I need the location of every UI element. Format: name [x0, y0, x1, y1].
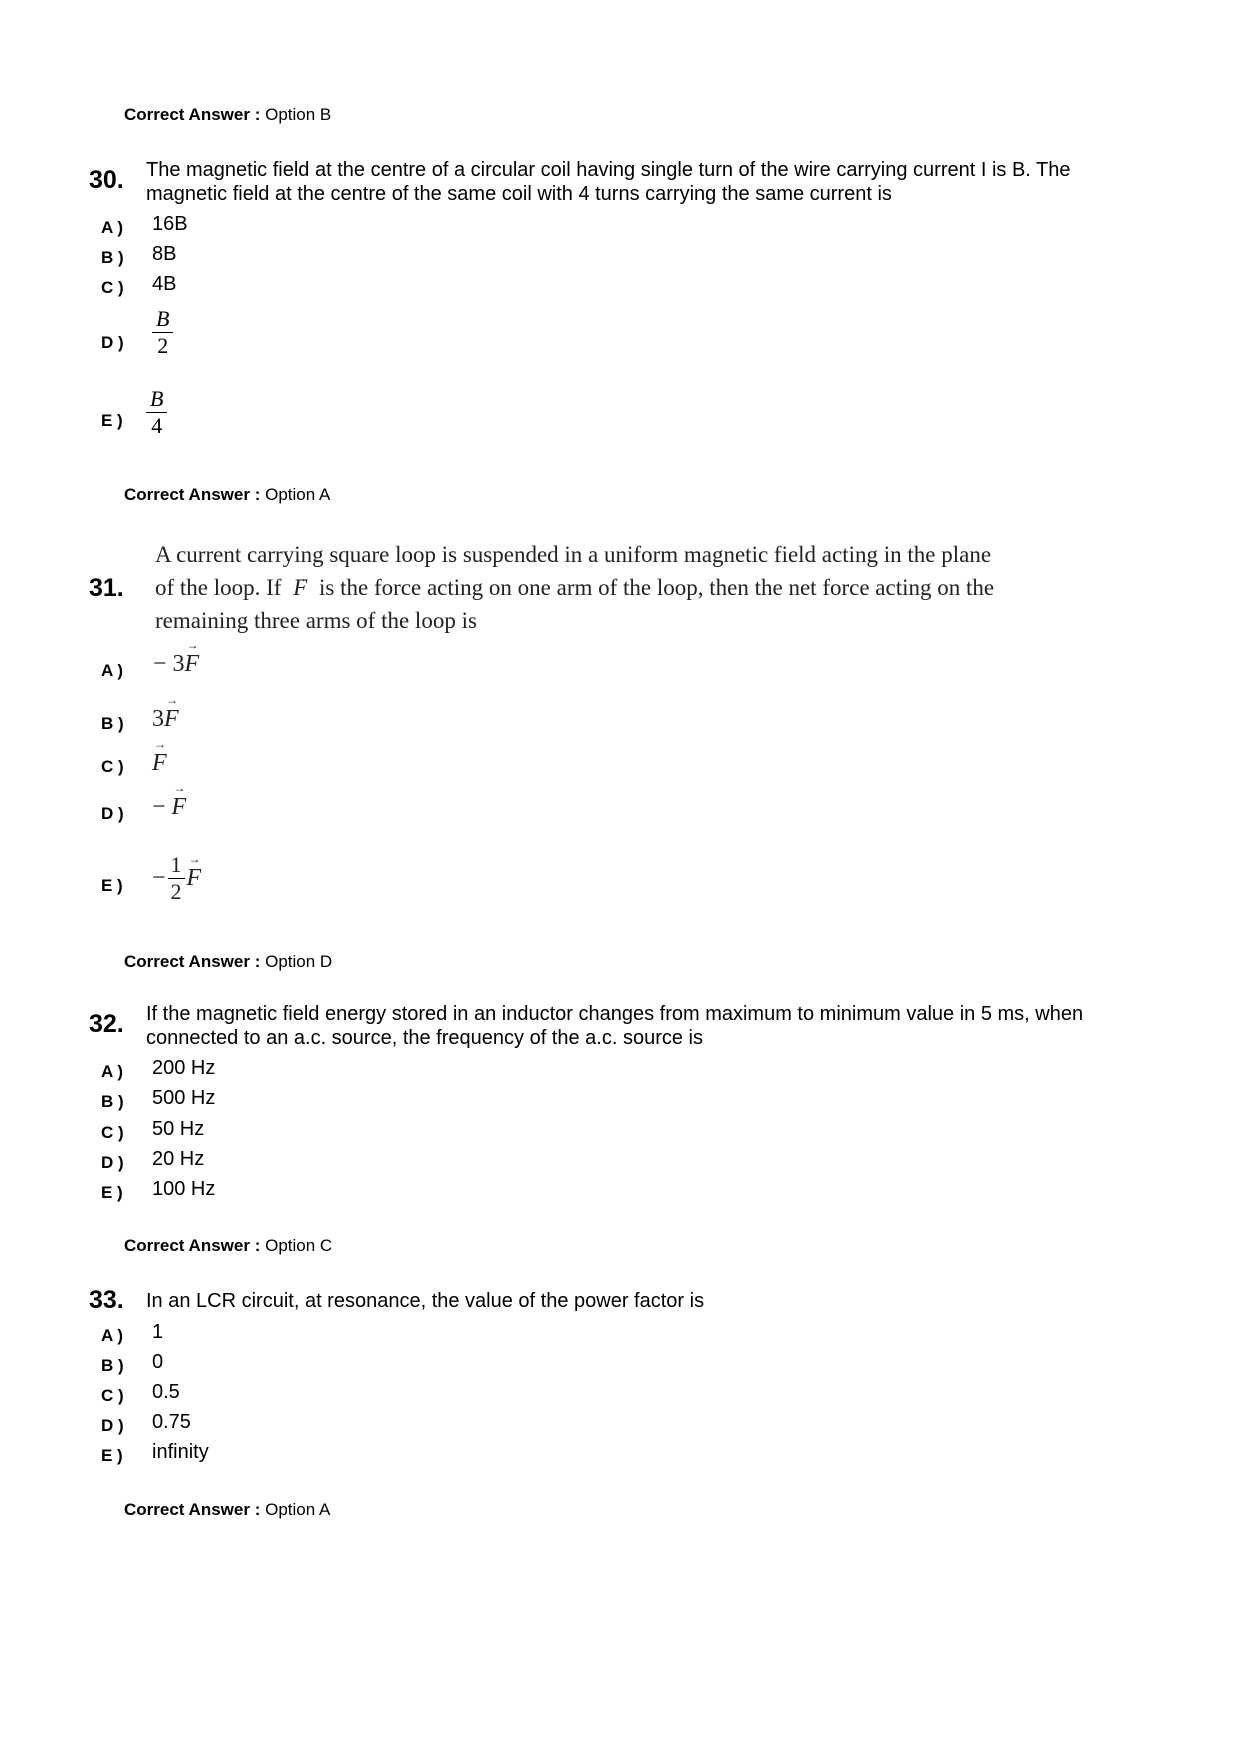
correct-answer-value: Option A: [265, 485, 331, 504]
correct-answer-label: Correct Answer :: [124, 485, 261, 504]
option-label: B ): [101, 1356, 124, 1375]
option-value: 1: [152, 1321, 164, 1343]
vector-f: → F: [172, 794, 187, 820]
correct-answer-label: Correct Answer :: [124, 105, 261, 124]
question-text-line: connected to an a.c. source, the frequency of the a.c. source is: [146, 1027, 703, 1049]
vector-f: → F: [293, 575, 307, 600]
option-value: 0.5: [152, 1381, 180, 1403]
vector-f: → F: [152, 750, 167, 776]
option-label: D ): [101, 333, 124, 352]
correct-answer-line: [124, 485, 330, 505]
correct-answer-value: Option D: [265, 952, 333, 971]
correct-answer-value: Option C: [265, 1236, 333, 1255]
option-value: 20 Hz: [152, 1148, 205, 1170]
option-label: D ): [101, 1416, 124, 1435]
option-label: D ): [101, 1153, 124, 1172]
correct-answer-label: Correct Answer :: [124, 1236, 261, 1255]
option-label: E ): [101, 1446, 123, 1465]
fraction-numerator: B: [150, 386, 164, 411]
option-value: 0.75: [152, 1411, 191, 1433]
option-value: 200 Hz: [152, 1057, 216, 1079]
option-label: A ): [101, 1062, 124, 1081]
option-label: C ): [101, 1123, 124, 1142]
option-coefficient: −: [152, 865, 166, 891]
question-text-line: The magnetic field at the centre of a circular coil having single turn of the wire carrying current I is B. The: [146, 159, 1071, 181]
fraction-denominator: 4: [151, 413, 163, 438]
option-label: D ): [101, 804, 124, 823]
correct-answer-line: [124, 952, 332, 972]
option-label: B ): [101, 1092, 124, 1111]
option-value: 4B: [152, 273, 177, 295]
option-coefficient: 3: [152, 706, 164, 732]
option-value: [152, 794, 186, 821]
option-label: C ): [101, 757, 124, 776]
question-text: [146, 1002, 1083, 1050]
correct-answer-value: Option B: [265, 105, 332, 124]
question-number: 30.: [89, 166, 124, 194]
fraction-numerator: B: [156, 306, 170, 331]
fraction-denominator: 2: [170, 879, 182, 904]
option-label: A ): [101, 661, 124, 680]
option-coefficient: − 3: [153, 651, 185, 677]
option-value: infinity: [152, 1441, 209, 1463]
question-text-line: If the magnetic field energy stored in an inductor changes from maximum to minimum value in 5 ms, when: [146, 1003, 1084, 1025]
vector-f: → F: [164, 706, 179, 732]
option-label: E ): [101, 1183, 123, 1202]
option-value: 16B: [152, 213, 188, 235]
vector-f: → F: [187, 865, 202, 892]
option-label: B ): [101, 248, 124, 267]
question-text-part: is the force acting on one arm of the loop, then the net force acting on the: [319, 575, 995, 600]
question-number: 31.: [89, 574, 124, 602]
fraction: [168, 852, 185, 905]
fraction-numerator: 1: [170, 852, 182, 877]
option-label: E ): [101, 876, 123, 895]
correct-answer-line: [124, 1500, 330, 1520]
option-label: C ): [101, 1386, 124, 1405]
question-text: [155, 538, 994, 637]
question-number: 32.: [89, 1010, 124, 1038]
correct-answer-line: [124, 105, 331, 125]
option-value: 50 Hz: [152, 1118, 205, 1140]
option-label: A ): [101, 1326, 124, 1345]
fraction: [146, 386, 167, 439]
option-label: E ): [101, 411, 123, 430]
option-value: [153, 651, 199, 678]
fraction-denominator: 2: [157, 333, 169, 358]
option-value: 0: [152, 1351, 164, 1373]
question-text-line: [155, 571, 994, 604]
option-value: 100 Hz: [152, 1178, 216, 1200]
option-label: C ): [101, 278, 124, 297]
question-text-line: A current carrying square loop is suspended in a uniform magnetic field acting in the plane: [155, 542, 992, 567]
question-text-line: remaining three arms of the loop is: [155, 608, 477, 633]
option-value: 500 Hz: [152, 1087, 216, 1109]
fraction: [152, 306, 173, 359]
question-text-part: of the loop. If: [155, 575, 282, 600]
option-value: [152, 750, 167, 777]
correct-answer-line: [124, 1236, 332, 1256]
correct-answer-label: Correct Answer :: [124, 1500, 261, 1519]
question-text-line: magnetic field at the centre of the same coil with 4 turns carrying the same current is: [146, 183, 892, 205]
correct-answer-label: Correct Answer :: [124, 952, 261, 971]
option-value: 8B: [152, 243, 177, 265]
question-number: 33.: [89, 1286, 124, 1314]
option-label: B ): [101, 714, 124, 733]
option-value: [152, 852, 201, 905]
option-label: A ): [101, 218, 124, 237]
vector-f: → F: [185, 651, 200, 677]
question-text: [146, 158, 1071, 206]
option-coefficient: −: [152, 794, 172, 820]
correct-answer-value: Option A: [265, 1500, 331, 1519]
question-text: In an LCR circuit, at resonance, the value of the power factor is: [146, 1290, 705, 1312]
option-value: [152, 706, 179, 733]
